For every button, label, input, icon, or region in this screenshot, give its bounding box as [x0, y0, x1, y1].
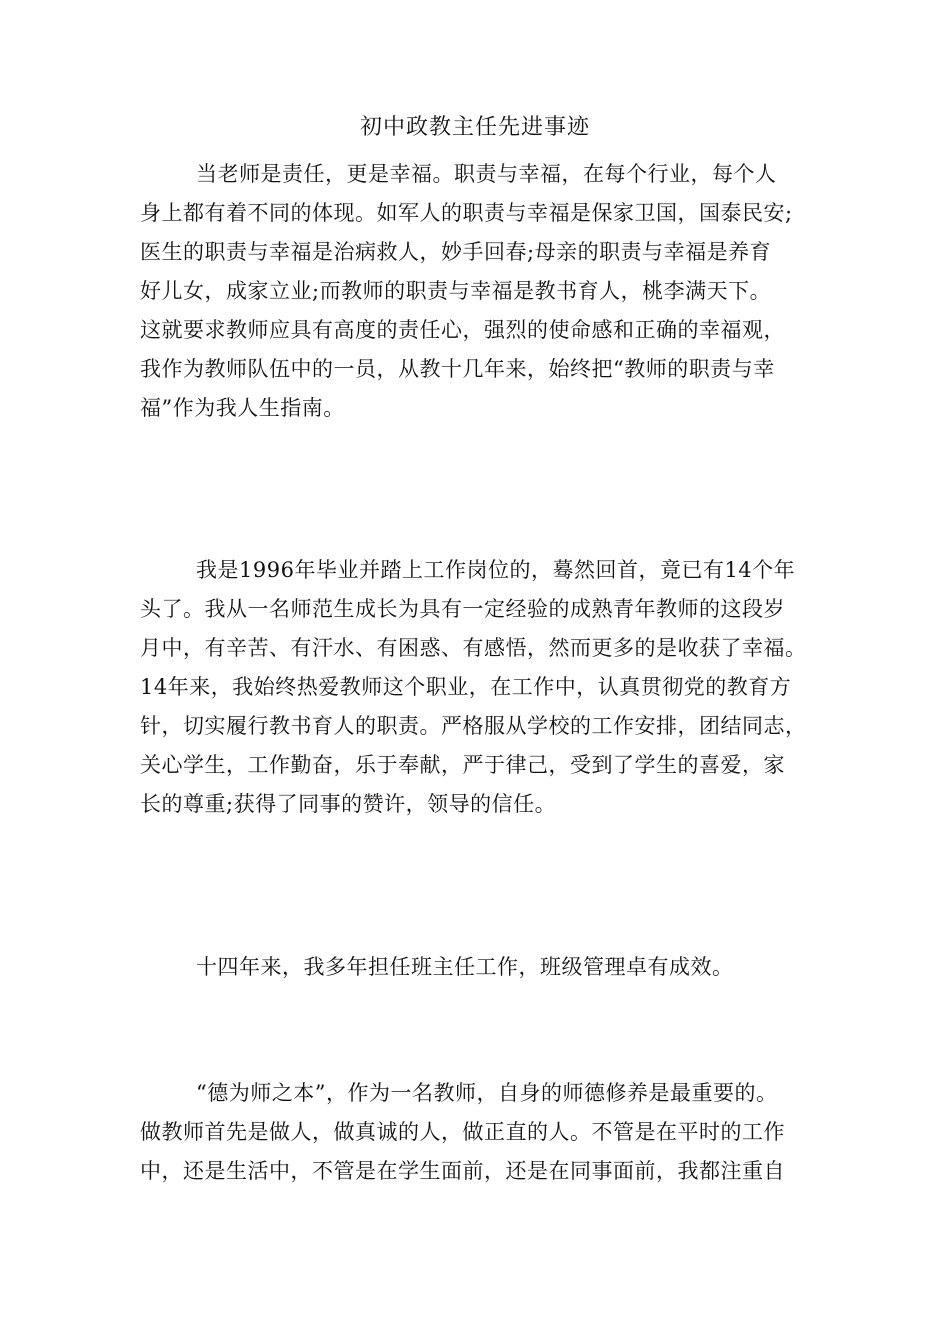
paragraph-line: 中，还是生活中，不管是在学生面前，还是在同事面前，我都注重自: [140, 1159, 785, 1183]
paragraph-line: 身上都有着不同的体现。如军人的职责与幸福是保家卫国，国泰民安;: [140, 201, 793, 225]
paragraph-line: 做教师首先是做人，做真诚的人，做正直的人。不管是在平时的工作: [140, 1120, 785, 1144]
paragraph-line: 14年来，我始终热爱教师这个职业，在工作中，认真贯彻党的教育方: [140, 675, 792, 699]
paragraph-line: 关心学生，工作勤奋，乐于奉献，严于律己，受到了学生的喜爱，家: [140, 753, 785, 777]
paragraph-line: 我是1996年毕业并踏上工作岗位的，蓦然回首，竟已有14个年: [196, 558, 796, 582]
paragraph-line: 好儿女，成家立业;而教师的职责与幸福是教书育人，桃李满天下。: [140, 279, 772, 303]
paragraph-line: 医生的职责与幸福是治病救人，妙手回春;母亲的职责与幸福是养育: [140, 240, 772, 264]
document-title: 初中政教主任先进事迹: [359, 115, 590, 140]
paragraph-line: 头了。我从一名师范生成长为具有一定经验的成熟青年教师的这段岁: [140, 597, 785, 621]
paragraph-line: 针，切实履行教书育人的职责。严格服从学校的工作安排，团结同志，: [140, 714, 807, 738]
paragraph-line: 福”作为我人生指南。: [140, 396, 345, 420]
paragraph-line: 月中，有辛苦、有汗水、有困惑、有感悟，然而更多的是收获了幸福。: [140, 636, 807, 660]
paragraph-line: 当老师是责任，更是幸福。职责与幸福，在每个行业，每个人: [196, 162, 777, 186]
paragraph-3: [140, 948, 830, 987]
paragraph-line: 这就要求教师应具有高度的责任心，强烈的使命感和正确的幸福观，: [140, 318, 785, 342]
paragraph-line: 我作为教师队伍中的一员，从教十几年来，始终把“教师的职责与幸: [140, 357, 775, 381]
paragraph-line: 长的尊重;获得了同事的赞许，领导的信任。: [140, 792, 557, 816]
paragraph-line: 十四年来，我多年担任班主任工作，班级管理卓有成效。: [196, 955, 734, 979]
paragraph-line: “德为师之本”，作为一名教师，自身的师德修养是最重要的。: [196, 1081, 778, 1105]
paragraph-2: [140, 551, 830, 824]
paragraph-4: [140, 1074, 830, 1191]
paragraph-1: [140, 155, 830, 428]
